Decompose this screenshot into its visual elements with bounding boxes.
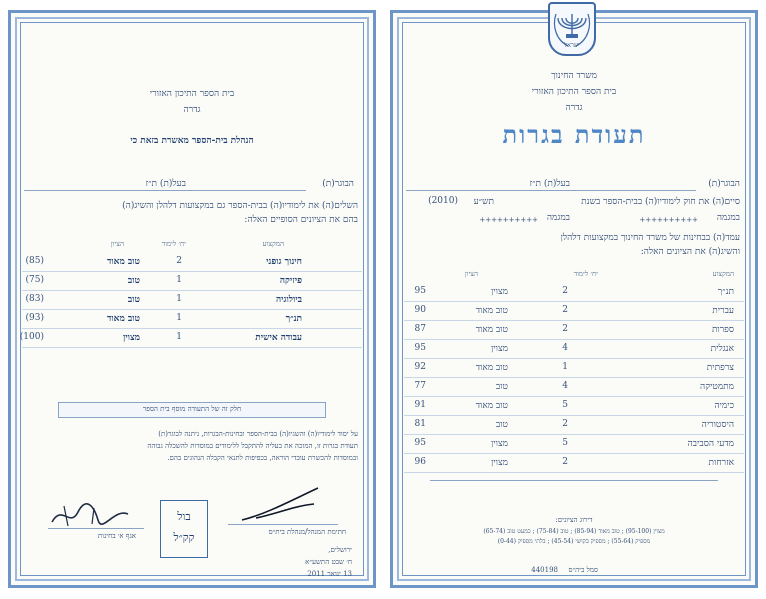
units-cell: 1 bbox=[176, 275, 182, 285]
grade-cell: מצוין bbox=[490, 287, 508, 297]
row-separator bbox=[22, 271, 362, 272]
legend-line-2: מספיק (55-64) ; מספיק בקושי (45-54) ; בלתי מספיק (0-44) bbox=[497, 538, 651, 545]
note-line: על יסוד לימודיו(ה) והשגיו(ה) בבית-הספר ובחינות-הבגרות, ניתנה לבוגר(ת) bbox=[158, 430, 358, 438]
col-grade: הציון bbox=[110, 240, 124, 248]
legend-line-1: מצוין (95-100) ; טוב מאוד (85-94) ; טוב (75-84) ; כמעט טוב (65-74) bbox=[483, 528, 665, 535]
grade-cell: טוב bbox=[127, 276, 140, 286]
subject-cell: כימיה bbox=[714, 401, 734, 411]
exams-line-2: והשיג(ה) את הציונים האלה: bbox=[640, 247, 740, 257]
units-cell: 1 bbox=[176, 332, 182, 342]
subject-cell: היסטוריה bbox=[701, 420, 734, 430]
emblem-label: ישראל bbox=[564, 42, 580, 49]
graduate-line bbox=[406, 190, 696, 191]
management-line: הנהלת בית-הספר מאשרת בזאת כי bbox=[130, 136, 254, 146]
score-cell: 95 bbox=[414, 438, 426, 448]
subject-cell: עבודה אישית bbox=[255, 333, 302, 343]
units-cell: 1 bbox=[176, 294, 182, 304]
row-separator bbox=[404, 320, 744, 321]
note-line: תעודת בגרות זו, המזכה את בעליה להתקבל ללימודים במוסדות להשכלה גבוהה bbox=[147, 442, 358, 450]
grade-cell: טוב מאוד bbox=[475, 325, 508, 335]
track-line: במגמה bbox=[716, 213, 740, 223]
grade-cell: טוב מאוד bbox=[475, 401, 508, 411]
completed-line: השלים(ה) את לימודיו(ה) בבית-הספר גם במקצועות דלהלן והשיג(ה) bbox=[122, 201, 358, 211]
exams-line: עמד(ה) בבחינות של משרד החינוך במקצועות דלהלן bbox=[560, 233, 740, 243]
year-gregorian: (2010) bbox=[428, 196, 458, 206]
subject-cell: מתמטיקה bbox=[700, 382, 734, 392]
table-row bbox=[19, 330, 362, 348]
score-cell: 96 bbox=[414, 457, 426, 467]
grades-line: בהם את הציונים הסופיים האלה: bbox=[244, 215, 358, 225]
score-cell: 95 bbox=[414, 343, 426, 353]
subject-cell: עברית bbox=[712, 306, 734, 316]
col-subject: המקצוע bbox=[712, 270, 734, 278]
finished-line: סיים(ה) את חוק לימודיו(ה) בבית-הספר בשנת bbox=[581, 197, 740, 207]
score-cell: 95 bbox=[414, 286, 426, 296]
grade-cell: טוב מאוד bbox=[475, 306, 508, 316]
certificate-front-page bbox=[390, 10, 758, 588]
score-cell: (93) bbox=[25, 313, 44, 323]
units-cell: 2 bbox=[562, 419, 568, 429]
units-cell: 1 bbox=[176, 313, 182, 323]
id-label: בעל(ת) ת״ז bbox=[529, 179, 570, 189]
units-cell: 2 bbox=[562, 305, 568, 315]
school-name: בית הספר התיכון האזורי bbox=[149, 89, 235, 99]
subject-cell: תנ״ך bbox=[285, 314, 302, 324]
id-label: בעל(ת) ת״ז bbox=[145, 179, 186, 189]
score-cell: (75) bbox=[25, 275, 44, 285]
subject-cell: אזרחות bbox=[708, 458, 734, 468]
row-separator bbox=[404, 358, 744, 359]
col-grade: הציון bbox=[464, 270, 478, 278]
units-cell: 4 bbox=[562, 343, 568, 353]
units-cell: 2 bbox=[176, 256, 182, 266]
certificate-back-page bbox=[8, 10, 376, 588]
row-separator bbox=[404, 415, 744, 416]
score-cell: 90 bbox=[414, 305, 426, 315]
score-cell: (100) bbox=[19, 332, 44, 342]
grade-cell: טוב מאוד bbox=[107, 257, 140, 267]
date-gregorian: 13 ינואר 2011 bbox=[307, 570, 352, 578]
year-hebrew: תש״ע bbox=[473, 197, 494, 207]
col-units: יח׳ לימוד bbox=[573, 270, 598, 278]
subject-cell: חינוך גופני bbox=[266, 257, 302, 267]
grade-cell: מצוין bbox=[490, 439, 508, 449]
legend-title: דירוג הציונים: bbox=[555, 516, 593, 524]
score-cell: 81 bbox=[414, 419, 426, 429]
row-separator bbox=[404, 434, 744, 435]
table-row bbox=[404, 436, 744, 454]
city-name: גדרה bbox=[565, 103, 583, 113]
track-value: ++++++++++ bbox=[479, 216, 538, 224]
grade-cell: מצוין bbox=[490, 458, 508, 468]
grade-cell: טוב bbox=[495, 382, 508, 392]
units-cell: 2 bbox=[562, 457, 568, 467]
ministry-name: משרד החינוך bbox=[551, 71, 597, 81]
row-separator bbox=[22, 347, 362, 348]
subject-cell: פיזיקה bbox=[279, 276, 302, 286]
subject-cell: תנ״ך bbox=[717, 287, 734, 297]
grade-cell: טוב bbox=[127, 295, 140, 305]
sign-committee-label: אגף א׳ בחינות bbox=[97, 532, 136, 540]
table-row bbox=[404, 322, 744, 340]
row-separator bbox=[22, 328, 362, 329]
score-cell: 87 bbox=[414, 324, 426, 334]
row-separator bbox=[404, 301, 744, 302]
row-separator bbox=[404, 377, 744, 378]
track-value: ++++++++++ bbox=[639, 216, 698, 224]
graduate-line bbox=[24, 190, 306, 191]
score-cell: 92 bbox=[414, 362, 426, 372]
graduate-label: הבוגר(ת) bbox=[322, 179, 354, 189]
row-separator bbox=[404, 453, 744, 454]
table-row bbox=[404, 360, 744, 378]
school-name: בית הספר התיכון האזורי bbox=[531, 87, 617, 97]
score-cell: 91 bbox=[414, 400, 426, 410]
sign-principal-label: חתימת המנהל/מנהלת בית״ס bbox=[268, 528, 346, 536]
units-cell: 4 bbox=[562, 381, 568, 391]
score-cell: (83) bbox=[25, 294, 44, 304]
grade-cell: מצוין bbox=[490, 344, 508, 354]
table-row bbox=[22, 273, 362, 291]
ribbon-text: חלק זה של התעודה מוסף בית הספר bbox=[142, 405, 242, 413]
ribbon bbox=[58, 402, 326, 418]
track-label: במגמה bbox=[546, 213, 570, 223]
state-emblem-icon bbox=[548, 2, 596, 56]
col-subject: המקצוע bbox=[262, 240, 284, 248]
sign-line bbox=[48, 528, 144, 529]
grade-cell: טוב bbox=[495, 420, 508, 430]
signature-committee bbox=[48, 500, 132, 530]
row-separator bbox=[404, 472, 744, 473]
grade-cell: טוב מאוד bbox=[107, 314, 140, 324]
sign-line bbox=[228, 524, 338, 525]
signature-principal bbox=[236, 484, 326, 526]
table-row bbox=[22, 254, 362, 272]
note-line: ובמוסדות להכשרת עובדי הוראה, בכפיפות לתנאי הקבלה הנהוגים בהם. bbox=[167, 454, 358, 462]
col-units: יח׳ לימוד bbox=[161, 240, 186, 248]
units-cell: 5 bbox=[562, 438, 568, 448]
date-hebrew: ח׳ שבט התשע״א bbox=[305, 558, 352, 566]
subject-cell: מדעי הסביבה bbox=[687, 439, 734, 449]
subject-cell: ספרות bbox=[711, 325, 734, 335]
grade-cell: טוב מאוד bbox=[475, 363, 508, 373]
units-cell: 5 bbox=[562, 400, 568, 410]
city-name: גדרה bbox=[183, 105, 201, 115]
subject-cell: אנגלית bbox=[710, 344, 734, 354]
score-cell: 77 bbox=[414, 381, 426, 391]
table-row bbox=[404, 398, 744, 416]
serial-number: 440198 bbox=[531, 566, 558, 574]
row-separator bbox=[22, 309, 362, 310]
certificate-title: תעודת בגרות bbox=[502, 120, 646, 149]
revenue-stamp bbox=[160, 500, 208, 558]
subject-cell: צרפתית bbox=[706, 363, 734, 373]
stamp-top: בול bbox=[177, 510, 191, 523]
units-cell: 2 bbox=[562, 324, 568, 334]
table-row bbox=[404, 284, 744, 302]
row-separator bbox=[22, 290, 362, 291]
row-separator bbox=[404, 396, 744, 397]
location: ירושלים, bbox=[328, 546, 352, 554]
grade-cell: מצוין bbox=[122, 333, 140, 343]
table-row bbox=[404, 455, 744, 473]
table-row bbox=[404, 303, 744, 321]
table-row bbox=[22, 292, 362, 310]
table-row bbox=[404, 379, 744, 397]
units-cell: 2 bbox=[562, 286, 568, 296]
table-row bbox=[22, 311, 362, 329]
score-cell: (85) bbox=[25, 256, 44, 266]
graduate-label: הבוגר(ת) bbox=[708, 179, 740, 189]
row-separator bbox=[404, 339, 744, 340]
stamp-bottom: קק״ל bbox=[173, 531, 195, 544]
divider bbox=[430, 480, 718, 481]
units-cell: 1 bbox=[562, 362, 568, 372]
table-row bbox=[404, 341, 744, 359]
subject-cell: ביולוגיה bbox=[275, 295, 302, 305]
serial-label: סמל ביה״ס bbox=[568, 566, 598, 574]
table-row bbox=[404, 417, 744, 435]
